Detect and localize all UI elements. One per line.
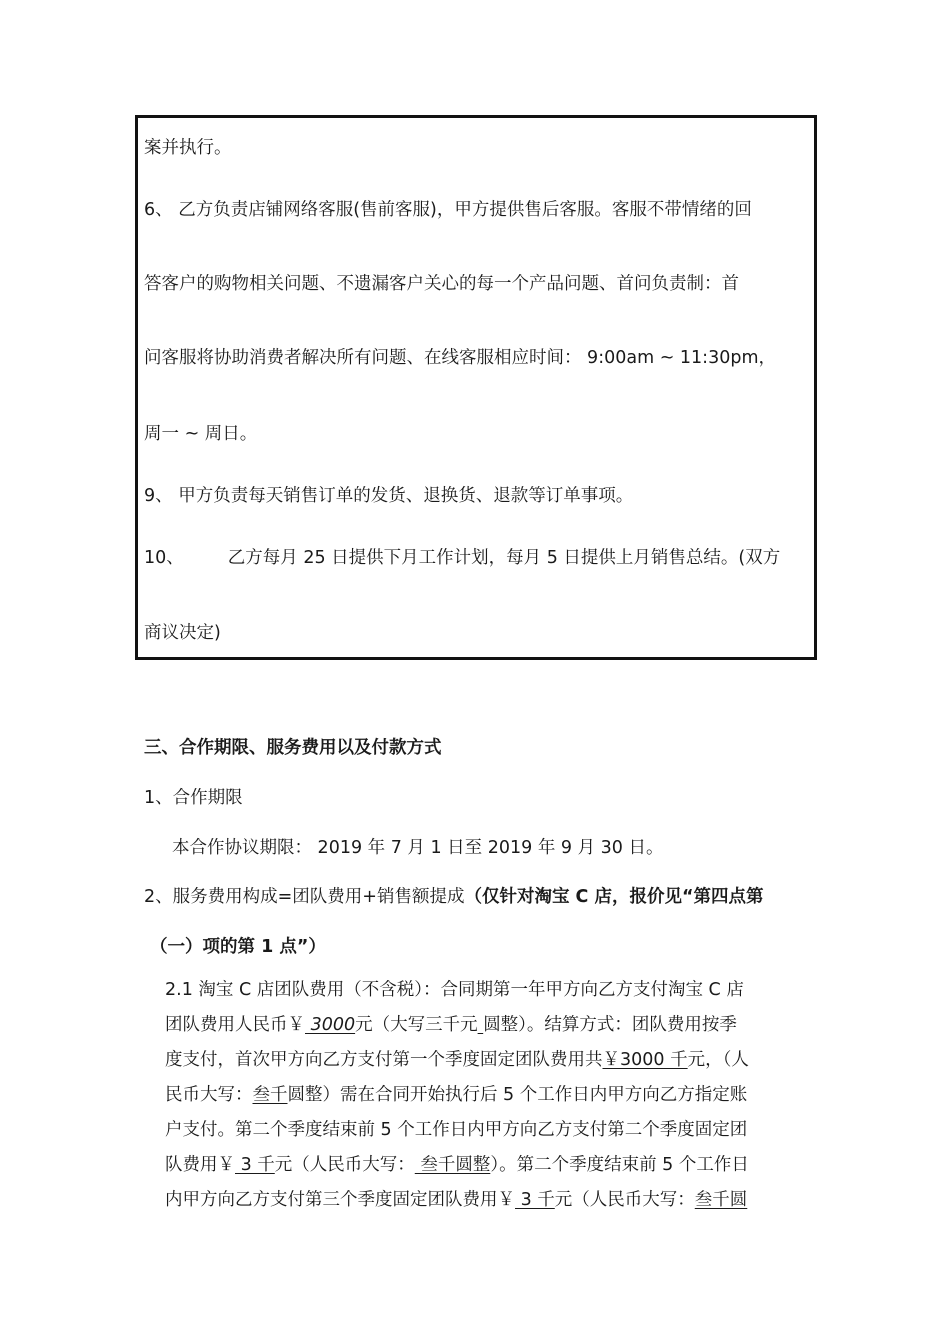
p21-line-1: 2.1 淘宝 C 店团队费用（不含税）：合同期第一年甲方向乙方支付淘宝 C 店	[165, 980, 744, 1000]
agreement-term: 本合作协议期限： 2019 年 7 月 1 日至 2019 年 9 月 30 日。	[172, 838, 664, 858]
amount-field: 3000	[305, 1015, 356, 1035]
text: 内甲方向乙方支付第三个季度固定团队费用￥	[165, 1190, 515, 1210]
box-line-5: 周一 ~ 周日。	[144, 424, 258, 444]
p21-line-2	[165, 1013, 737, 1037]
amount-field: 3 千	[235, 1155, 275, 1175]
text: ）。第二个季度结束前 5 个工作日	[490, 1155, 749, 1175]
amount-field: 3 千	[515, 1190, 555, 1210]
box-line-3: 答客户的购物相关问题、不遗漏客户关心的每一个产品问题、首问负责制：首	[144, 274, 739, 294]
p21-line-4	[165, 1083, 747, 1107]
amount-field: ￥3000 千	[602, 1050, 688, 1070]
fee-structure: 2、服务费用构成=团队费用+销售额提成	[144, 887, 465, 907]
text: 度支付，首次甲方向乙方支付第一个季度固定团队费用共	[165, 1050, 603, 1070]
item-1-title: 1、合作期限	[144, 788, 243, 808]
text: 元，（人	[687, 1050, 749, 1070]
text: 团队费用人民币￥	[165, 1015, 305, 1035]
text: 队费用￥	[165, 1155, 235, 1175]
item-2-line-2: （一）项的第 1 点”）	[150, 937, 326, 957]
text: 圆整）。结算方式：团队费用按季	[483, 1015, 737, 1035]
p21-line-7	[165, 1188, 747, 1212]
text: 圆整）需在合同开始执行后 5 个工作日内甲方向乙方指定账	[287, 1085, 748, 1105]
box-line-1: 案并执行。	[144, 138, 232, 158]
amount-words-field: 叁千圆整	[414, 1155, 491, 1175]
p21-line-3	[165, 1048, 749, 1072]
item-2-line-1	[144, 885, 764, 909]
box-line-6: 9、 甲方负责每天销售订单的发货、退换货、退款等订单事项。	[144, 486, 634, 506]
box-line-2: 6、 乙方负责店铺网络客服(售前客服)，甲方提供售后客服。客服不带情绪的回	[144, 200, 752, 220]
p21-line-5: 户支付。第二个季度结束前 5 个工作日内甲方向乙方支付第二个季度固定团	[165, 1120, 748, 1140]
amount-words-field: 叁千	[252, 1085, 288, 1105]
text: 元（大写三千元	[355, 1015, 478, 1035]
box-line-7	[144, 546, 780, 570]
section-heading: 三、合作期限、服务费用以及付款方式	[144, 738, 442, 758]
p21-line-6	[165, 1153, 749, 1177]
box-line-8: 商议决定)	[144, 623, 221, 643]
text: 元（人民币大写：	[554, 1190, 695, 1210]
amount-words-field: 叁千圆	[694, 1190, 748, 1210]
box-line-4: 问客服将协助消费者解决所有问题、在线客服相应时间： 9:00am ~ 11:30pm，	[144, 348, 777, 368]
fee-note: （仅针对淘宝 C 店，报价见“第四点第	[464, 887, 764, 907]
list-text: 乙方每月 25 日提供下月工作计划，每月 5 日提供上月销售总结。(双方	[227, 548, 781, 568]
text: 元（人民币大写：	[274, 1155, 415, 1175]
bordered-text-box	[135, 115, 817, 660]
text: 民币大写：	[165, 1085, 253, 1105]
list-number: 10、	[144, 548, 184, 568]
